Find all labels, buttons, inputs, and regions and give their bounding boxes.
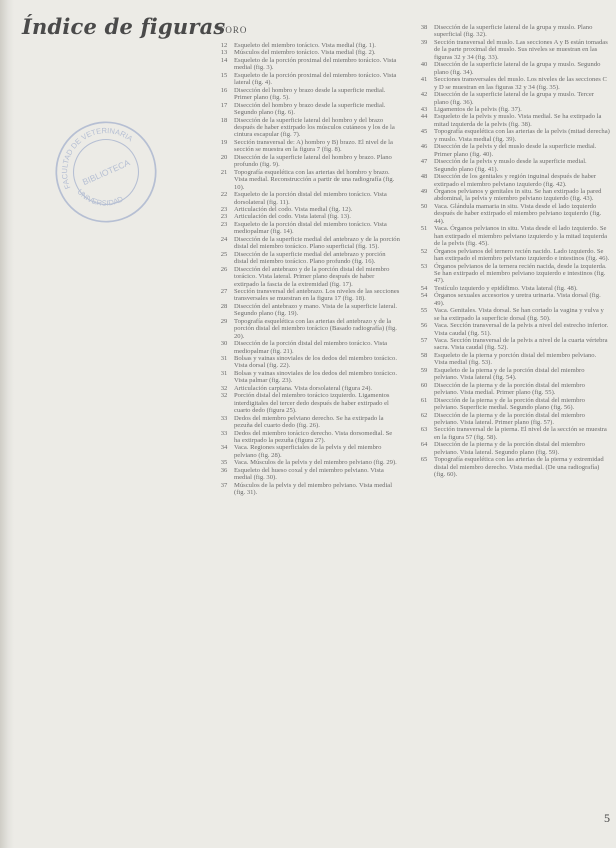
figure-page-number: 62 bbox=[420, 411, 428, 419]
figure-caption: Órganos sexuales accesorios y uretra urinaria. Vista dorsal (fig. 49). bbox=[434, 292, 601, 307]
figure-page-number: 25 bbox=[220, 250, 228, 258]
figure-caption: Topografía esquelética con las arterias de la pierna y extremidad distal del miembro derecho. Vista medial. (De una radiografía) (fig. 60). bbox=[434, 456, 604, 479]
figure-entry bbox=[414, 61, 610, 76]
figure-caption: Vaca. Glándula mamaria in situ. Vista desde el lado izquierdo después de haber extirpado el miembro pelviano izquierdo (fig. 44). bbox=[434, 202, 602, 225]
figure-page-number: 29 bbox=[220, 317, 228, 325]
library-stamp bbox=[35, 101, 178, 244]
figure-caption: Ligamentos de la pelvis (fig. 37). bbox=[434, 105, 522, 113]
figure-caption: Esqueleto de la pierna y de la porción distal del miembro pelviano. Vista lateral (fig. 54). bbox=[434, 366, 585, 382]
figure-page-number: 33 bbox=[220, 429, 228, 437]
figure-caption: Sección transversal del antebrazo. Los niveles de las secciones transversales se muestran en la figura 17 (fig. 18). bbox=[234, 287, 400, 303]
figure-page-number: 45 bbox=[420, 128, 428, 136]
figure-caption: Esqueleto de la pelvis y muslo. Vista medial. Se ha extirpado la mitad izquierda de la pelvis (fig. 38). bbox=[434, 113, 602, 128]
figure-page-number: 65 bbox=[420, 456, 428, 464]
figure-page-number: 16 bbox=[220, 86, 228, 94]
figure-caption: Articulación carpiana. Vista dorsolateral (figura 24). bbox=[234, 384, 373, 392]
figure-entry bbox=[414, 225, 610, 247]
figure-caption: Articulación del codo. Vista lateral (fig. 13). bbox=[234, 213, 351, 221]
figure-caption: Disección del hombro y brazo desde la superficie medial. Primer plano (fig. 5). bbox=[234, 86, 386, 102]
figure-page-number: 12 bbox=[220, 42, 228, 49]
figure-entry bbox=[414, 76, 610, 91]
figure-entry bbox=[414, 24, 610, 39]
figure-caption: Disección de los genitales y región inguinal después de haber extirpado el miembro pelviano izquierdo (fig. 42). bbox=[434, 173, 597, 188]
figure-page-number: 32 bbox=[220, 392, 228, 400]
figure-page-number: 55 bbox=[420, 307, 428, 315]
figure-entry bbox=[414, 367, 610, 382]
figure-caption: Sección transversal de la pierna. El nivel de la sección se muestra en la figura 57 (fig. 58). bbox=[434, 426, 607, 441]
figure-entry bbox=[214, 57, 400, 72]
figure-page-number: 48 bbox=[420, 173, 428, 181]
figure-page-number: 23 bbox=[220, 213, 228, 221]
figure-caption: Vaca. Sección transversal de la pelvis a nivel de la cuarta vértebra sacra. Vista caudal (fig. 52). bbox=[434, 337, 608, 352]
section-heading: TORO bbox=[219, 25, 248, 35]
figure-entry bbox=[414, 263, 610, 285]
figure-caption: Músculos del miembro torácico. Vista medial (fig. 2). bbox=[234, 49, 376, 57]
figure-page-number: 28 bbox=[220, 302, 228, 310]
figure-entry bbox=[414, 203, 610, 225]
figure-page-number: 38 bbox=[420, 24, 428, 31]
figure-page-number: 33 bbox=[220, 414, 228, 422]
stamp-ring-top: FACULTAD DE VETERINARIA bbox=[60, 126, 135, 191]
figure-page-number: 13 bbox=[220, 49, 228, 57]
figure-entry bbox=[414, 397, 610, 412]
figure-entry bbox=[214, 385, 400, 392]
figure-list-column-1 bbox=[214, 24, 400, 497]
figure-caption: Vaca. Músculos de la pelvis y del miembro pelviano (fig. 29). bbox=[234, 459, 397, 467]
figure-entry bbox=[414, 337, 610, 352]
figure-entry bbox=[414, 352, 610, 367]
figure-entry bbox=[214, 191, 400, 206]
figure-page-number: 63 bbox=[420, 426, 428, 434]
figure-entry bbox=[414, 39, 610, 61]
figure-page-number: 49 bbox=[420, 187, 428, 195]
figure-caption: Esqueleto de la porción proximal del miembro torácico. Vista lateral (fig. 4). bbox=[234, 71, 397, 87]
figure-entry bbox=[414, 382, 610, 397]
figure-page-number: 22 bbox=[220, 191, 228, 199]
page-binding-edge bbox=[0, 0, 14, 848]
figure-entry bbox=[414, 307, 610, 322]
stamp-center: BIBLIOTECA bbox=[80, 157, 132, 188]
figure-page-number: 34 bbox=[220, 444, 228, 452]
figure-caption: Disección de la pelvis y del muslo desde la superficie medial. Primer plano (fig. 40). bbox=[434, 143, 597, 158]
figure-page-number: 23 bbox=[220, 220, 228, 228]
figure-caption: Disección de la pelvis y muslo desde la superficie medial. Segundo plano (fig. 41). bbox=[434, 158, 587, 173]
figure-caption: Esqueleto de la porción proximal del miembro torácico. Vista medial (fig. 3). bbox=[234, 56, 397, 72]
figure-page-number: 15 bbox=[220, 71, 228, 79]
figure-entry bbox=[414, 292, 610, 307]
figure-caption: Órganos pelvianos y genitales in situ. Se han extirpado la pared abdominal, la pelvis y miembro pelviano izquierdo (fig. 43). bbox=[434, 187, 602, 203]
figure-caption: Sección transversal del muslo. Las secciones A y B están tomadas de la parte proximal del muslo. Sus niveles se muestran en las figuras 32 y 34 (fig. 33). bbox=[434, 38, 608, 61]
figure-entry bbox=[214, 213, 400, 220]
figure-page-number: 44 bbox=[420, 113, 428, 121]
figure-page-number: 37 bbox=[220, 481, 228, 489]
figure-page-number: 26 bbox=[220, 265, 228, 273]
figure-page-number: 32 bbox=[220, 384, 228, 392]
figure-caption: Testículo izquierdo y epidídimo. Vista lateral (fig. 48). bbox=[434, 284, 578, 292]
figure-caption: Esqueleto de la porción distal del miembro torácico. Vista dorsolateral (fig. 11). bbox=[234, 191, 387, 206]
figure-page-number: 31 bbox=[220, 369, 228, 377]
figure-caption: Esqueleto de la porción distal del miembro torácico. Vista mediopalmar (fig. 14). bbox=[234, 220, 387, 236]
figure-entry bbox=[414, 248, 610, 263]
figure-entry bbox=[414, 143, 610, 158]
figure-page-number: 56 bbox=[420, 322, 428, 330]
figure-page-number: 54 bbox=[420, 284, 428, 292]
figure-caption: Disección de la pierna y de la porción distal del miembro pelviano. Superficie medial. Segundo plano (fig. 56). bbox=[434, 396, 585, 412]
figure-caption: Vaca. Regiones superficiales de la pelvis y del miembro pelviano (fig. 28). bbox=[234, 444, 382, 459]
figure-caption: Dedos del miembro torácico derecho. Vista dorsomedial. Se ha extirpado la pezuña (figura 27). bbox=[234, 429, 393, 445]
figure-caption: Bolsas y vainas sinoviales de los dedos del miembro torácico. Vista palmar (fig. 23). bbox=[234, 369, 397, 385]
figure-caption: Disección del antebrazo y de la porción distal del miembro torácico. Vista lateral. Primer plano después de haber extirpado la fascia de la extremidad (fig. 17). bbox=[234, 265, 390, 288]
figure-entry bbox=[214, 430, 400, 445]
figure-caption: Vaca. Genitales. Vista dorsal. Se han cortado la vagina y vulva y se ha extirpado la superficie dorsal (fig. 50). bbox=[434, 307, 604, 322]
figure-entry bbox=[214, 72, 400, 87]
figure-page-number: 58 bbox=[420, 351, 428, 359]
figure-entry bbox=[214, 370, 400, 385]
figure-entry bbox=[214, 117, 400, 139]
figure-entry bbox=[214, 87, 400, 102]
figure-caption: Disección de la pierna y de la porción distal del miembro pelviano. Vista medial. Primer plano (fig. 55). bbox=[434, 381, 585, 397]
page-number: 5 bbox=[604, 811, 610, 825]
figure-page-number: 52 bbox=[420, 247, 428, 255]
figure-page-number: 54 bbox=[420, 292, 428, 300]
figure-entry bbox=[214, 42, 400, 49]
figure-caption: Disección de la superficie medial del antebrazo y porción distal del miembro torácico. Plano profundo (fig. 16). bbox=[234, 250, 386, 266]
figure-entry bbox=[214, 154, 400, 169]
figure-caption: Topografía esquelética con las arterias del antebrazo y de la porción distal del miembro torácico (Basado radiografía) (fig. 20). bbox=[234, 317, 397, 340]
figure-caption: Bolsas y vainas sinoviales de los dedos del miembro torácico. Vista dorsal (fig. 22). bbox=[234, 355, 397, 370]
figure-page-number: 53 bbox=[420, 262, 428, 270]
figure-page-number: 20 bbox=[220, 153, 228, 161]
figure-entry bbox=[214, 139, 400, 154]
figure-caption: Disección de la superficie lateral de la grupa y muslo. Tercer plano (fig. 36). bbox=[434, 91, 594, 106]
stamp-ring-bottom: UNIVERSIDAD bbox=[75, 187, 125, 208]
figure-entry bbox=[414, 188, 610, 203]
figure-page-number: 27 bbox=[220, 287, 228, 295]
figure-entry bbox=[214, 236, 400, 251]
figure-caption: Disección de la pierna y de la porción distal del miembro pelviano. Vista lateral. Segundo plano (fig. 59). bbox=[434, 441, 585, 456]
figure-entry bbox=[214, 467, 400, 482]
figure-entry bbox=[414, 456, 610, 478]
page-title: Índice de figuras bbox=[22, 14, 226, 39]
figure-caption: Vaca. Sección transversal de la pelvis a nivel del estrecho inferior. Vista caudal (fig. 51). bbox=[434, 322, 609, 337]
figure-caption: Porción distal del miembro torácico izquierdo. Ligamentos interdigitales del tercer dedo después de haber extirpado el cuarto dedo (figura 25). bbox=[234, 392, 390, 415]
figure-caption: Vaca. Órganos pelvianos in situ. Vista desde el lado izquierdo. Se han extirpado el miembro pelviano izquierdo y la mitad izquierda de la pelvis (fig. 45). bbox=[434, 225, 608, 248]
figure-caption: Órganos pelvianos del ternero recién nacido. Lado izquierdo. Se han extirpado el miembro pelviano izquierdo e intestinos (fig. 46). bbox=[434, 247, 610, 263]
figure-entry bbox=[214, 266, 400, 288]
figure-page-number: 23 bbox=[220, 205, 228, 213]
figure-page-number: 51 bbox=[420, 225, 428, 233]
figure-page-number: 40 bbox=[420, 61, 428, 69]
figure-entry bbox=[214, 392, 400, 414]
figure-caption: Esqueleto de la pierna y porción distal del miembro pelviano. Vista medial (fig. 53). bbox=[434, 351, 597, 367]
figure-caption: Disección de la superficie medial del antebrazo y de la porción distal del miembro torácico. Plano superficial (fig. 15). bbox=[234, 235, 400, 251]
figure-entry bbox=[414, 106, 610, 113]
figure-entry bbox=[414, 412, 610, 427]
figure-entry bbox=[214, 303, 400, 318]
figure-page-number: 31 bbox=[220, 355, 228, 363]
figure-caption: Disección de la superficie lateral del hombro y brazo. Plano profundo (fig. 9). bbox=[234, 153, 392, 169]
figure-entry bbox=[414, 426, 610, 441]
figure-entry bbox=[414, 158, 610, 173]
figure-caption: Músculos de la pelvis y del miembro pelviano. Vista medial (fig. 31). bbox=[234, 481, 393, 497]
figure-page-number: 36 bbox=[220, 466, 228, 474]
figure-page-number: 59 bbox=[420, 366, 428, 374]
figure-page-number: 43 bbox=[420, 105, 428, 113]
figure-caption: Disección de la superficie lateral del hombro y del brazo después de haber extirpado los músculos cutáneos y los de la cintura escapular (fig. 7). bbox=[234, 116, 395, 139]
figure-caption: Disección del hombro y brazo desde la superficie medial. Segundo plano (fig. 6). bbox=[234, 101, 386, 117]
figure-entry bbox=[214, 49, 400, 56]
figure-entry bbox=[214, 102, 400, 117]
figure-entry bbox=[214, 318, 400, 340]
figure-caption: Articulación del codo. Vista medial (fig. 12). bbox=[234, 205, 353, 213]
figure-caption: Disección de la superficie lateral de la grupa y muslo. Plano superficial (fig. 32). bbox=[434, 24, 593, 39]
figure-caption: Sección transversal de: A) hombro y B) brazo. El nivel de la sección se muestra en la figura 7 (fig. 8). bbox=[234, 138, 393, 154]
figure-page-number: 14 bbox=[220, 56, 228, 64]
figure-page-number: 41 bbox=[420, 76, 428, 84]
figure-page-number: 50 bbox=[420, 202, 428, 210]
figure-entry bbox=[214, 251, 400, 266]
figure-caption: Disección de la superficie lateral de la grupa y muslo. Segundo plano (fig. 34). bbox=[434, 61, 601, 76]
figure-entry bbox=[214, 340, 400, 355]
figure-entry bbox=[214, 288, 400, 303]
figure-page-number: 42 bbox=[420, 91, 428, 99]
figure-entry bbox=[414, 128, 610, 143]
figure-entry bbox=[414, 173, 610, 188]
figure-caption: Disección del antebrazo y mano. Vista de la superficie lateral. Segundo plano (fig. 19). bbox=[234, 302, 397, 318]
figure-page-number: 60 bbox=[420, 381, 428, 389]
figure-caption: Esqueleto del miembro torácico. Vista medial (fig. 1). bbox=[234, 42, 376, 49]
figure-entry bbox=[214, 459, 400, 466]
figure-page-number: 18 bbox=[220, 116, 228, 124]
figure-caption: Secciones transversales del muslo. Los niveles de las secciones C y D se muestran en las figuras 32 y 34 (fig. 35). bbox=[434, 76, 607, 91]
figure-entry bbox=[214, 355, 400, 370]
figure-caption: Esqueleto del hueso coxal y del miembro pelviano. Vista medial (fig. 30). bbox=[234, 466, 384, 482]
figure-caption: Topografía esquelética con las arterias de la pelvis (mitad derecha) y muslo. Vista medial (fig. 39). bbox=[434, 128, 610, 143]
figure-caption: Topografía esquelética con las arterias del hombro y brazo. Vista medial. Reconstrucción a partir de una radiografía (fig. 10). bbox=[234, 168, 395, 191]
figure-page-number: 21 bbox=[220, 168, 228, 176]
figure-page-number: 30 bbox=[220, 340, 228, 348]
figure-entry bbox=[214, 444, 400, 459]
figure-page-number: 57 bbox=[420, 337, 428, 345]
figure-entry bbox=[414, 113, 610, 128]
figure-entry bbox=[214, 482, 400, 497]
figure-page-number: 24 bbox=[220, 235, 228, 243]
figure-page-number: 64 bbox=[420, 441, 428, 449]
figure-caption: Dedos del miembro pelviano derecho. Se ha extirpado la pezuña del cuarto dedo (fig. 26). bbox=[234, 414, 384, 430]
figure-caption: Órganos pelvianos de la ternera recién nacida, desde la izquierda. Se han extirpado el miembro pelviano izquierdo e intestinos (fig. 47). bbox=[434, 262, 607, 285]
figure-entry bbox=[214, 206, 400, 213]
figure-entry bbox=[414, 91, 610, 106]
figure-page-number: 19 bbox=[220, 138, 228, 146]
figure-page-number: 46 bbox=[420, 143, 428, 151]
figure-entry bbox=[214, 169, 400, 191]
figure-page-number: 39 bbox=[420, 38, 428, 46]
figure-entry bbox=[214, 415, 400, 430]
figure-entry bbox=[414, 322, 610, 337]
figure-entry bbox=[214, 221, 400, 236]
figure-page-number: 35 bbox=[220, 459, 228, 467]
figure-list-column-2 bbox=[414, 24, 610, 479]
figure-page-number: 17 bbox=[220, 101, 228, 109]
figure-caption: Disección de la porción distal del miembro torácico. Vista mediopalmar (fig. 21). bbox=[234, 340, 388, 355]
figure-page-number: 47 bbox=[420, 158, 428, 166]
figure-page-number: 61 bbox=[420, 396, 428, 404]
figure-caption: Disección de la pierna y de la porción distal del miembro pelviano. Vista lateral. Primer plano (fig. 57). bbox=[434, 411, 585, 427]
figure-entry bbox=[414, 441, 610, 456]
